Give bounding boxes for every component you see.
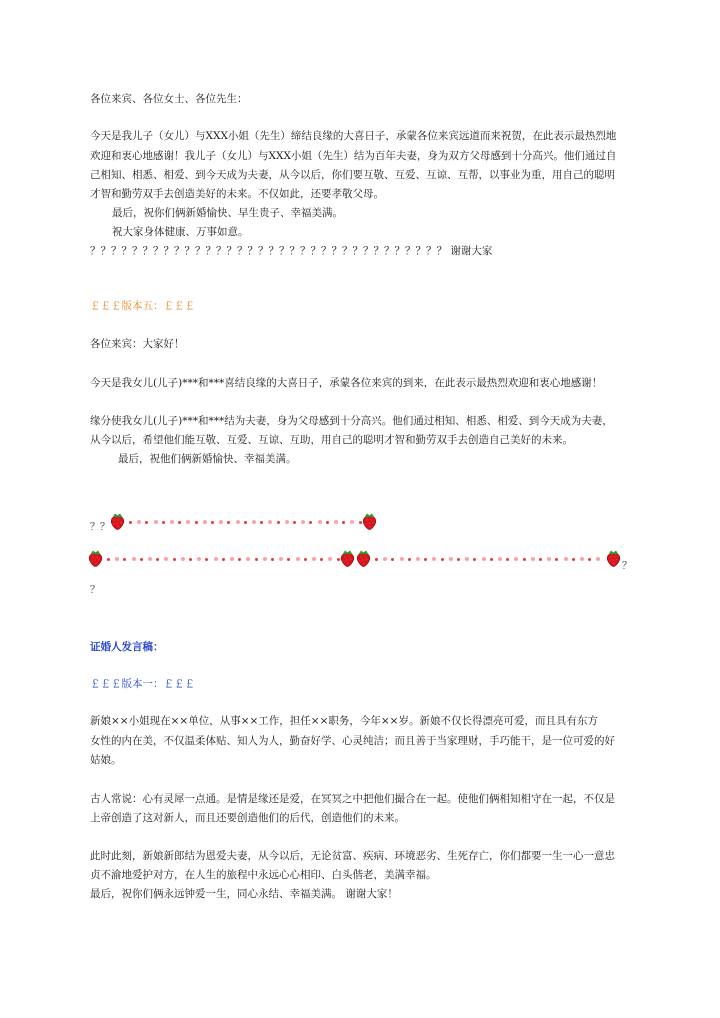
divider-dot (547, 557, 551, 561)
paragraph-line: 缘分使我女儿(儿子)***和***结为夫妻，身为父母感到十分高兴。他们通过相知、相悉、相爱、到今天成为夫妻， (90, 415, 613, 427)
paragraph-line: 姑娘。 (90, 754, 122, 766)
divider-dot (268, 520, 272, 524)
divider-dot (271, 558, 274, 561)
divider-dot (238, 558, 241, 561)
divider-dot (539, 558, 542, 561)
strawberry-icon (88, 549, 103, 567)
divider-dot (309, 521, 312, 524)
paragraph-line: 古人常说：心有灵犀一点通。是情是缘还是爱，在冥冥之中把他们撮合在一起。使他们俩相知相守在一起，不仅是 (90, 793, 615, 805)
divider-dot (296, 557, 300, 561)
divider-dot (219, 520, 223, 524)
divider-dot (424, 558, 427, 561)
greeting-line: 各位来宾：大家好！ (90, 338, 185, 350)
paragraph-line: 今天是我女儿(儿子)***和***喜结良缘的大喜日子，承蒙各位来宾的到来，在此表示最热烈欢迎和衷心地感谢！ (90, 377, 603, 389)
paragraph-line: 上帝创造了这对新人，而且还要创造他们的后代，创造他们的未来。 (90, 812, 405, 824)
divider-dot (555, 558, 558, 561)
divider-dot (391, 558, 394, 561)
version-heading: ￡￡￡版本一：￡￡￡ (90, 678, 195, 690)
divider-dot (186, 520, 190, 524)
divider-dot (304, 558, 307, 561)
divider-dot (318, 520, 322, 524)
divider-dot (596, 557, 600, 561)
divider-dot (260, 521, 263, 524)
divider-prefix: ？？ (90, 522, 110, 533)
divider-dot (572, 558, 575, 561)
divider-dot (416, 557, 420, 561)
divider-dot (170, 520, 174, 524)
divider-dot (523, 558, 526, 561)
paragraph-line: 祝大家身体健康、万事如意。 (112, 226, 249, 238)
paragraph-line: 今天是我儿子（女儿）与XXX小姐（先生）缔结良缘的大喜日子，承蒙各位来宾远道而来祝贺，在此表示最热烈地 (90, 130, 617, 142)
divider-dot (449, 557, 453, 561)
divider-dot (164, 557, 168, 561)
divider-dot (227, 521, 230, 524)
divider-dot (564, 557, 568, 561)
divider-dot (263, 557, 267, 561)
divider-dot (287, 558, 290, 561)
divider-dot (132, 557, 136, 561)
paragraph-line: 此时此刻，新娘新郎结为恩爱夫妻，从今以后，无论贫富、疾病、环境恶劣、生死存亡，你们都要一生一心一意忠 (90, 850, 615, 862)
divider-dot (279, 557, 283, 561)
divider-dot (580, 557, 584, 561)
divider-dot (334, 520, 338, 524)
divider-dot (498, 557, 502, 561)
divider-dot (123, 558, 126, 561)
divider-dot (457, 558, 460, 561)
divider-dot (312, 557, 316, 561)
greeting-line: 各位来宾、各位女士、各位先生： (90, 93, 248, 105)
paragraph-line: 己相知、相悉、相爱、到今天成为夫妻，从今以后，你们要互敬、互爱、互谅、互帮，以事业为重，用自己的聪明 (90, 169, 615, 181)
divider-dot (342, 521, 345, 524)
section-title: 证婚人发言稿： (90, 641, 164, 653)
divider-dot (408, 558, 411, 561)
paragraph-line: 最后，祝你们俩新婚愉快、早生贵子、幸福美满。 (112, 207, 343, 219)
paragraph-line: 女性的内在美，不仅温柔体贴、知人为人，勤奋好学、心灵纯洁；而且善于当家理财，手巧能干，是一位可爱的好 (90, 735, 615, 747)
divider-dot (255, 558, 258, 561)
divider-suffix: ？ (622, 561, 632, 572)
strawberry-icon (110, 512, 125, 530)
divider-dot (214, 557, 218, 561)
paragraph-line: 贞不渝地爱护对方，在人生的旅程中永远心心相印、白头偕老，美满幸福。 (90, 869, 437, 881)
divider-dot (148, 557, 152, 561)
divider-dot (320, 558, 323, 561)
version-heading: ￡￡￡版本五：￡￡￡ (90, 300, 195, 312)
divider-dot (222, 558, 225, 561)
divider-dot (293, 521, 296, 524)
strawberry-icon (356, 549, 371, 567)
paragraph-line: ？？？？？？？？？？？？？？？？？？？？？？？？？？？？？？？？？？ 谢谢大家 (90, 245, 493, 257)
divider-dot (506, 558, 509, 561)
divider-dot (441, 558, 444, 561)
divider-dot (531, 557, 535, 561)
divider-dot (197, 557, 201, 561)
divider-dot (107, 558, 110, 561)
paragraph-line: 才智和勤劳双手去创造美好的未来。不仅如此，还要孝敬父母。 (90, 188, 384, 200)
divider-dot (400, 557, 404, 561)
divider-dot (189, 558, 192, 561)
divider-dot (285, 520, 289, 524)
divider-dot (473, 558, 476, 561)
divider-dot (326, 521, 329, 524)
divider-art (0, 505, 720, 585)
divider-dot (301, 520, 305, 524)
divider-dot (205, 558, 208, 561)
divider-dot (181, 557, 185, 561)
divider-dot (154, 520, 158, 524)
divider-dot (328, 557, 332, 561)
divider-dot (514, 557, 518, 561)
divider-dot (252, 520, 256, 524)
divider-dot (465, 557, 469, 561)
paragraph-line: 最后，祝你们俩永远钟爱一生，同心永结、幸福美满。 谢谢大家！ (90, 888, 398, 900)
strawberry-divider (0, 505, 720, 600)
divider-dot (145, 521, 148, 524)
divider-dot (277, 521, 280, 524)
divider-dot (230, 557, 234, 561)
divider-dot (375, 558, 378, 561)
paragraph-line: 最后，祝他们俩新婚愉快、幸福美满。 (118, 453, 297, 465)
divider-dot (156, 558, 159, 561)
divider-dot (482, 557, 486, 561)
paragraph-line: 从今以后，希望他们能互敬、互爱、互谅、互助，用自己的聪明才智和勤劳双手去创造自己美好的未来。 (90, 434, 573, 446)
divider-dot (129, 521, 132, 524)
paragraph-line: 新娘××小姐现在××单位，从事××工作，担任××职务，今年××岁。新娘不仅长得漂亮可爱，而且具有东方 (90, 715, 598, 727)
divider-dot (246, 557, 250, 561)
divider-dot (432, 557, 436, 561)
divider-dot (244, 521, 247, 524)
divider-dot (350, 520, 354, 524)
divider-dot (588, 558, 591, 561)
strawberry-icon (606, 549, 621, 567)
divider-dot (115, 557, 119, 561)
divider-dot (203, 520, 207, 524)
strawberry-icon (340, 549, 355, 567)
divider-dot (383, 557, 387, 561)
divider-dot (137, 520, 141, 524)
paragraph-line: 欢迎和衷心地感谢！我儿子（女儿）与XXX小姐（先生）结为百年夫妻，身为双方父母感到十分高兴。他们通过自 (90, 150, 617, 162)
divider-tail: ？ (90, 585, 100, 596)
divider-dot (162, 521, 165, 524)
divider-dot (173, 558, 176, 561)
divider-dot (236, 520, 240, 524)
strawberry-icon (362, 512, 377, 530)
divider-dot (140, 558, 143, 561)
divider-dot (195, 521, 198, 524)
divider-dot (211, 521, 214, 524)
divider-dot (178, 521, 181, 524)
divider-dot (490, 558, 493, 561)
